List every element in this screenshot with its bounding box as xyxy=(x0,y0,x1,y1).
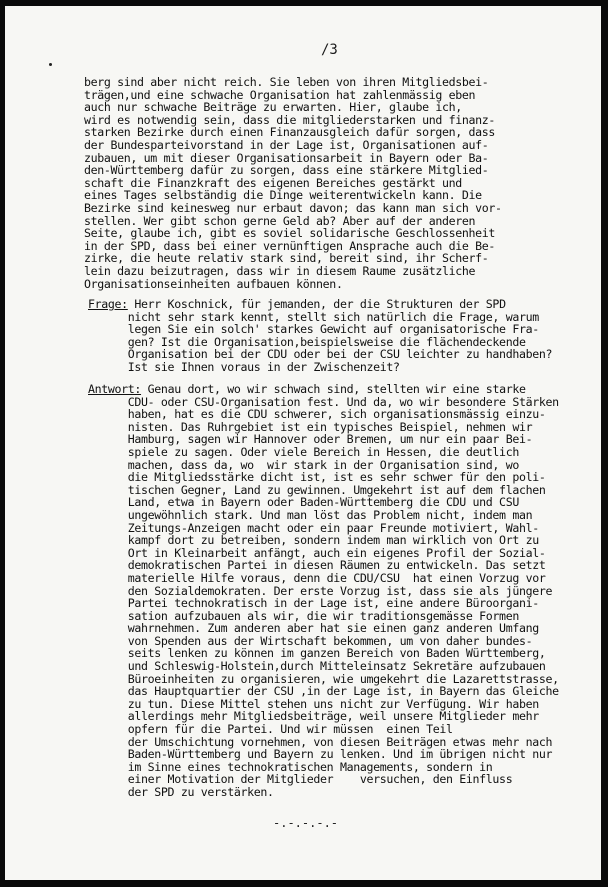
text-line: gen? Ist die Organisation,beispielsweise die flächendeckende xyxy=(88,334,526,349)
end-divider: -.-.-.-.- xyxy=(273,816,339,830)
text-line: zu tun. Diese Mittel stehen uns nicht zur Verfügung. Wir haben xyxy=(88,696,539,711)
text-line: Bezirke sind keinesweg nur erbaut davon; das kann man sich vor- xyxy=(84,200,502,215)
margin-dot xyxy=(49,63,52,66)
text-line: Büroeinheiten zu organisieren, wie umgekehrt die Lazarettstrasse, xyxy=(88,671,559,686)
answer-first-line: Genau dort, wo wir schwach sind, stellten wir eine starke xyxy=(141,382,526,396)
text-line: schaft die Finanzkraft des eigenen Bereiches gestärkt und xyxy=(84,175,462,190)
text-line: Partei technokratisch in der Lage ist, eine andere Büroorgani- xyxy=(88,596,539,611)
text-line: seits lenken zu können im ganzen Bereich von Baden Württemberg, xyxy=(88,646,546,661)
text-line: in der SPD, dass bei einer vernünftigen Ansprache auch die Be- xyxy=(84,238,496,253)
text-line: legen Sie ein solch' starkes Gewicht auf organisatorische Fra- xyxy=(88,322,539,337)
question-body xyxy=(88,310,552,374)
answer-paragraph xyxy=(88,383,559,799)
text-line: berg sind aber nicht reich. Sie leben von ihren Mitgliedsbei- xyxy=(84,75,489,89)
text-line: machen, dass da, wo wir stark in der Organisation sind, wo xyxy=(88,457,519,472)
text-line: Baden-Württemberg und Bayern zu lenken. Und im übrigen nicht nur xyxy=(88,747,553,762)
question-first-line: Herr Koschnick, für jemanden, der die Strukturen der SPD xyxy=(127,297,506,311)
text-line: Hamburg, sagen wir Hannover oder Bremen, um nur ein paar Bei- xyxy=(88,432,533,447)
text-line: einer Motivation der Mitglieder versuchen, den Einfluss xyxy=(88,772,513,787)
text-line: der Bundesparteivorstand in der Lage ist, Organisationen auf- xyxy=(84,137,489,152)
answer-body xyxy=(88,395,559,799)
intro-paragraph xyxy=(84,76,502,290)
text-line: der Umschichtung vornehmen, von diesen Beiträgen etwas mehr nach xyxy=(88,734,553,749)
text-line: auch nur schwache Beiträge zu erwarten. Hier, glaube ich, xyxy=(84,100,462,115)
document-page xyxy=(5,6,601,880)
text-line: stellen. Wer gibt schon gerne Geld ab? Aber auf der anderen xyxy=(84,213,476,228)
text-line: wird es notwendig sein, dass die mitgliederstarken und finanz- xyxy=(84,112,496,127)
answer-speaker-label: Antwort: xyxy=(88,382,142,396)
text-line: wahrnehmen. Zum anderen aber hat sie einen ganz anderen Umfang xyxy=(88,621,539,636)
text-line: den-Württemberg dafür zu sorgen, dass eine stärkere Mitglied- xyxy=(84,163,489,178)
text-line: CDU- oder CSU-Organisation fest. Und da, wo wir besondere Stärken xyxy=(88,394,559,409)
text-line: nicht sehr stark kennt, stellt sich natürlich die Frage, warum xyxy=(88,309,539,324)
text-line: Zeitungs-Anzeigen macht oder ein paar Freunde motiviert, Wahl- xyxy=(88,520,539,535)
text-line: von Spenden aus der Wirtschaft bekommen, um von daher bundes- xyxy=(88,633,533,648)
text-line: trägen,und eine schwache Organisation hat zahlenmässig eben xyxy=(84,87,476,102)
text-line: kampf dort zu betreiben, sondern indem man wirklich von Ort zu xyxy=(88,533,539,548)
text-line: nisten. Das Ruhrgebiet ist ein typisches Beispiel, nehmen wir xyxy=(88,419,533,434)
text-line: sation aufzubauen als wir, die wir traditionsgemässe Formen xyxy=(88,608,519,623)
text-line: spiele zu sagen. Oder viele Bereich in Hessen, die deutlich xyxy=(88,444,519,459)
text-line: zirke, die heute relativ stark sind, bereit sind, ihr Scherf- xyxy=(84,251,489,266)
text-line: Ist sie Ihnen voraus in der Zwischenzeit? xyxy=(88,359,400,374)
text-line: allerdings mehr Mitgliedsbeiträge, weil unsere Mitglieder mehr xyxy=(88,709,539,724)
text-line: tischen Gegner, Land zu gewinnen. Umgekehrt ist auf dem flachen xyxy=(88,482,546,497)
text-line: haben, hat es die CDU schwerer, sich organisationsmässig einzu- xyxy=(88,407,546,422)
question-speaker-label: Frage: xyxy=(88,297,128,311)
text-line: lein dazu beizutragen, dass wir in diesem Raume zusätzliche xyxy=(84,263,476,278)
text-line: ungewöhnlich stark. Und man löst das Problem nicht, indem man xyxy=(88,507,533,522)
text-line: die Mitgliedsstärke dicht ist, ist es sehr schwer für den poli- xyxy=(88,470,546,485)
text-line: Organisation bei der CDU oder bei der CSU leichter zu handhaben? xyxy=(88,347,553,362)
text-line: opfern für die Partei. Und wir müssen einen Teil xyxy=(88,722,453,737)
text-line: Ort in Kleinarbeit anfängt, auch ein eigenes Profil der Sozial- xyxy=(88,545,546,560)
text-line: starken Bezirke durch einen Finanzausgleich dafür sorgen, dass xyxy=(84,125,496,140)
page-number: /3 xyxy=(321,42,338,58)
text-line: und Schleswig-Holstein,durch Mitteleinsatz Sekretäre aufzubauen xyxy=(88,659,546,674)
text-line: den Sozialdemokraten. Der erste Vorzug ist, dass sie als jüngere xyxy=(88,583,553,598)
text-line: Seite, glaube ich, gibt es soviel solidarische Geschlossenheit xyxy=(84,226,496,241)
text-line: Organisationseinheiten aufbauen können. xyxy=(84,276,343,291)
question-paragraph xyxy=(88,298,552,374)
text-line: zubauen, um mit dieser Organisationsarbeit in Bayern oder Ba- xyxy=(84,150,489,165)
text-line: Land, etwa in Bayern oder Baden-Württemberg die CDU und CSU xyxy=(88,495,519,510)
text-line: demokratischen Partei in diesen Räumen zu entwickeln. Das setzt xyxy=(88,558,546,573)
text-line: das Hauptquartier der CSU ,in der Lage ist, in Bayern das Gleiche xyxy=(88,684,559,699)
text-line: eines Tages selbständig die Dinge weiterentwickeln kann. Die xyxy=(84,188,482,203)
text-line: materielle Hilfe voraus, denn die CDU/CSU hat einen Vorzug vor xyxy=(88,570,546,585)
text-line: im Sinne eines technokratischen Managements, sondern in xyxy=(88,759,493,774)
text-line: der SPD zu verstärken. xyxy=(88,785,274,799)
